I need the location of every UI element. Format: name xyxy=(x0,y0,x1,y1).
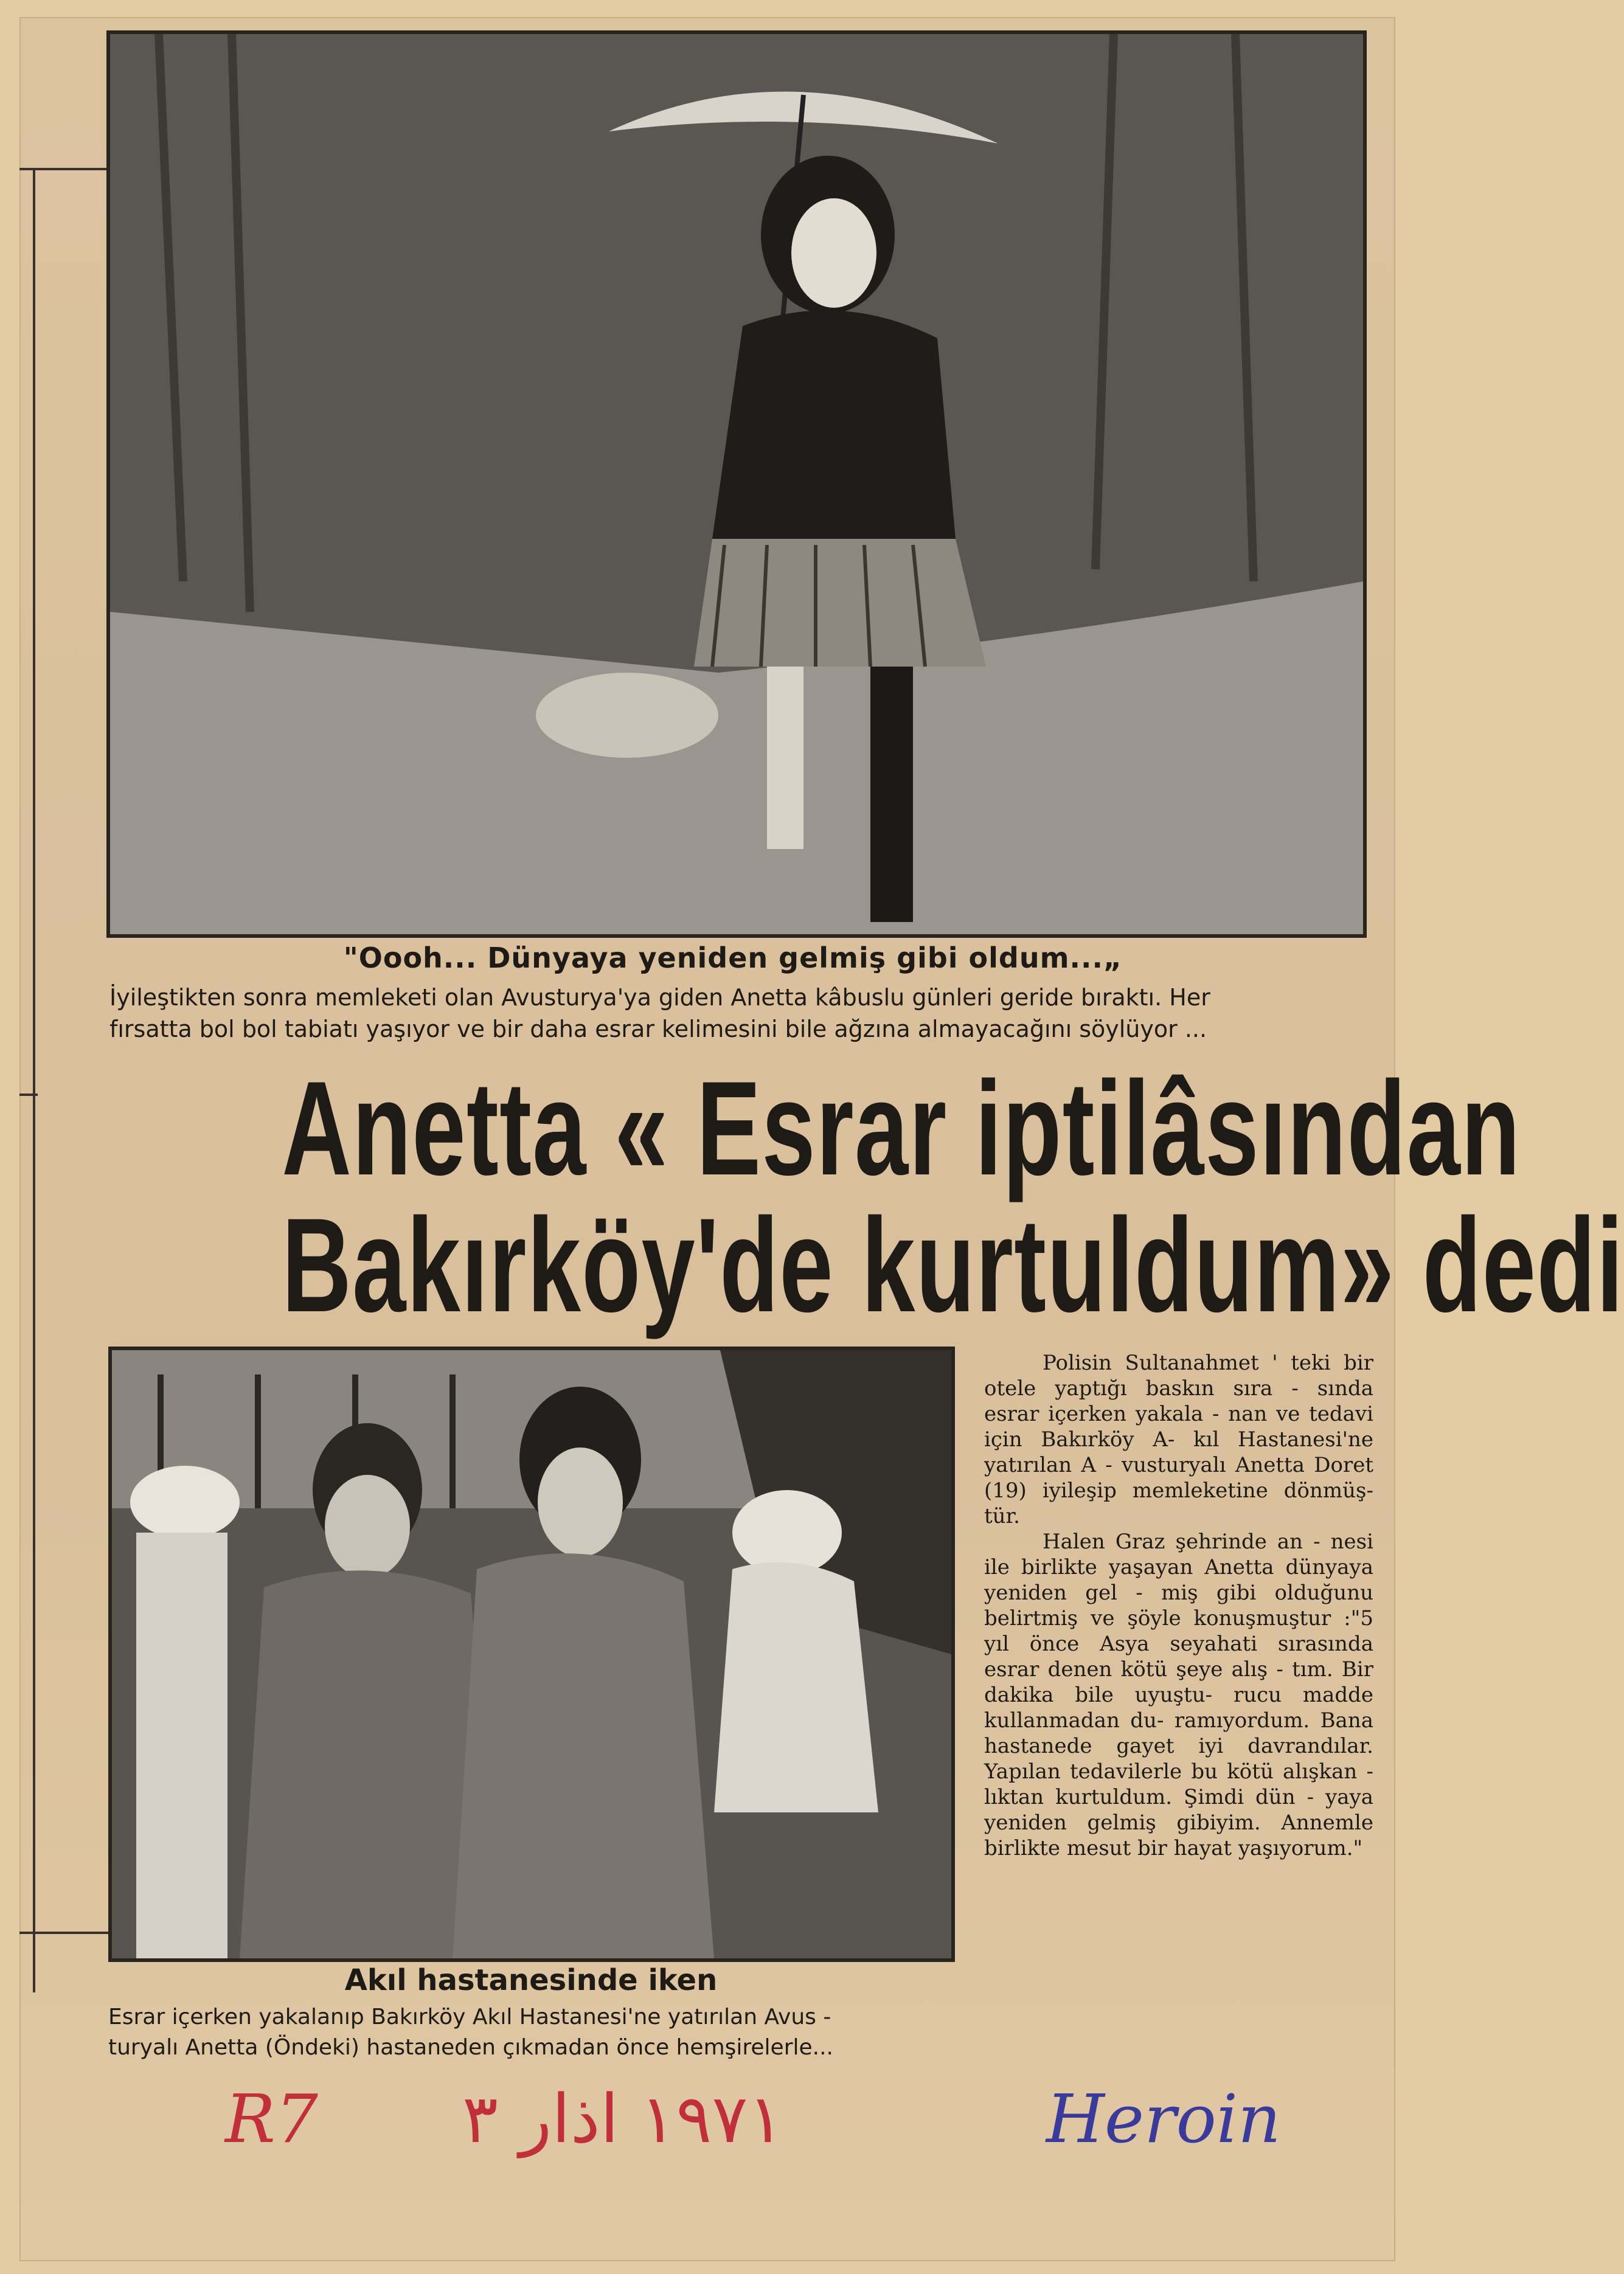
margin-column-line xyxy=(33,168,35,1992)
article-paragraph: Polisin Sultanahmet ' teki bir otele yaptığı baskın sıra - sında esrar içerken yakala - nan ve tedavi için Bakırköy A- kıl Hastanesi'ne yatırılan A - vusturyalı Anetta Doret (19) iyileşip memleketine dönmüş- tür. xyxy=(984,1351,1373,1528)
headline-line-2: Bakırköy'de kurtuldum» dedi xyxy=(282,1190,1624,1340)
handwritten-note-blue: Heroin xyxy=(1046,2080,1281,2158)
bottom-photo-hospital-group xyxy=(108,1347,955,1962)
top-caption-line-2: fırsatta bol bol tabiatı yaşıyor ve bir daha esrar kelimesini bile ağzına almayacağını söylüyor ... xyxy=(109,1016,1207,1042)
top-photo-woman-with-umbrella xyxy=(106,30,1367,938)
top-caption-title: "Oooh... Dünyaya yeniden gelmiş gibi oldum...„ xyxy=(343,941,1123,974)
bottom-caption-line-2: turyalı Anetta (Öndeki) hastaneden çıkmadan önce hemşirelerle... xyxy=(108,2035,833,2060)
article-paragraph: Halen Graz şehrinde an - nesi ile birlikte yaşayan Anetta dünyaya yeniden gel - miş gibi olduğunu belirtmiş ve şöyle konuşmuştur :"5 yıl önce Asya seyahati sırasında esrar denen kötü şeye alış - tım. Bir dakika bile uyuştu- rucu madde kullanmadan du- ramıyordum. Bana hastanede gayet iyi davrandılar. Yapılan tedavilerle bu kötü alışkan - lıktan kurtuldum. Şimdi dün - yaya yeniden gelmiş gibiyim. Annemle birlikte mesut bir hayat yaşıyorum." xyxy=(984,1530,1373,1860)
top-caption-line-1: İyileştikten sonra memleketi olan Avusturya'ya giden Anetta kâbuslu günleri geride bıraktı. Her xyxy=(109,984,1210,1011)
headline-line-1: Anetta « Esrar iptilâsından xyxy=(282,1053,1521,1203)
handwritten-date-red: ١٩٧١ اذار ٣ xyxy=(462,2080,784,2158)
bottom-caption-title: Akıl hastanesinde iken xyxy=(344,1963,718,1997)
article-body xyxy=(984,1350,1373,1861)
bottom-caption-line-1: Esrar içerken yakalanıp Bakırköy Akıl Hastanesi'ne yatırılan Avus - xyxy=(108,2005,831,2030)
margin-rule xyxy=(19,1094,38,1096)
margin-rule xyxy=(19,1932,111,1934)
handwritten-mark-red: R7 xyxy=(225,2080,318,2158)
